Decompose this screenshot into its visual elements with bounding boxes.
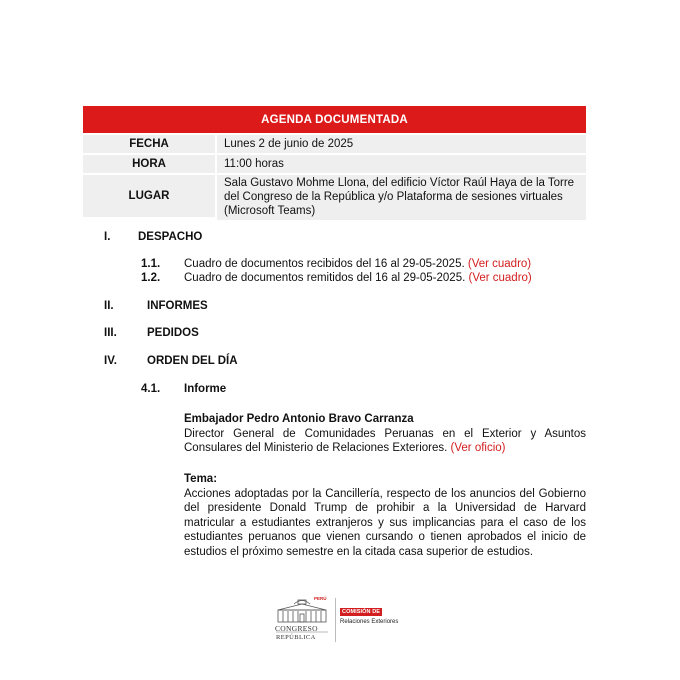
- orden-sub-number: 4.1.: [141, 383, 161, 395]
- section-title-orden-del-dia: ORDEN DEL DÍA: [147, 355, 238, 367]
- section-title-pedidos: PEDIDOS: [147, 327, 199, 339]
- commission-tag: COMISIÓN DE: [342, 609, 381, 615]
- tema-label: Tema:: [184, 473, 218, 485]
- speaker-role-paragraph: [184, 427, 586, 456]
- tema-text: Acciones adoptadas por la Cancillería, respecto de los anuncios del Gobierno del presidente Donald Trump de prohibir a la Universidad de Harvard matricular a estudiantes extranjeros y sus implicancias para el caso de los estudiantes peruanos que vienen cursando o tienen aprobados el inicio de estudios el próximo semestre en la citada casa superior de estudios.: [184, 487, 586, 558]
- ver-cuadro-link[interactable]: (Ver cuadro): [467, 258, 532, 270]
- commission-name: Relaciones Exteriores: [340, 619, 399, 625]
- speaker-block: [184, 412, 586, 456]
- lugar-value: Sala Gustavo Mohme Llona, del edificio Víctor Raúl Haya de la Torre del Congreso de la República y/o Plataforma de sesiones virtuales (Microsoft Teams): [217, 175, 586, 220]
- peru-label: PERÚ: [314, 596, 327, 601]
- section-number: III.: [104, 327, 117, 339]
- logo-divider: [335, 598, 336, 642]
- agenda-title: AGENDA DOCUMENTADA: [83, 106, 586, 133]
- hora-value: 11:00 horas: [217, 155, 586, 173]
- fecha-value: Lunes 2 de junio de 2025: [217, 135, 586, 153]
- ver-oficio-link[interactable]: (Ver oficio): [450, 442, 506, 454]
- hora-label: HORA: [83, 155, 215, 173]
- fecha-label: FECHA: [83, 135, 215, 153]
- speaker-role: Director General de Comunidades Peruanas en el Exterior y Asuntos Consulares del Ministerio de Relaciones Exteriores.: [184, 427, 586, 454]
- despacho-item-text: Cuadro de documentos remitidos del 16 al 29-05-2025.: [184, 272, 469, 284]
- ver-cuadro-link[interactable]: (Ver cuadro): [468, 272, 532, 284]
- section-title-despacho: DESPACHO: [138, 231, 203, 243]
- despacho-item-number: 1.2.: [141, 272, 161, 284]
- section-number: I.: [104, 231, 111, 243]
- despacho-item: [184, 258, 531, 270]
- hora-row: [83, 155, 586, 173]
- agenda-table: [83, 106, 586, 220]
- despacho-item-text: Cuadro de documentos recibidos del 16 al 29-05-2025.: [184, 258, 468, 270]
- orden-sub-title: Informe: [184, 383, 227, 395]
- fecha-row: [83, 135, 586, 153]
- congreso-logo: [274, 596, 414, 646]
- speaker-name: Embajador Pedro Antonio Bravo Carranza: [184, 413, 414, 425]
- section-title-informes: INFORMES: [147, 300, 208, 312]
- tema-block: [184, 472, 586, 559]
- lugar-row: [83, 175, 586, 220]
- section-number: IV.: [104, 355, 118, 367]
- section-number: II.: [104, 300, 114, 312]
- lugar-label: LUGAR: [83, 175, 215, 217]
- despacho-item: [184, 272, 532, 284]
- congreso-wordmark: CONGRESO: [275, 624, 318, 633]
- republica-wordmark: REPÚBLICA: [276, 634, 316, 641]
- despacho-item-number: 1.1.: [141, 258, 161, 270]
